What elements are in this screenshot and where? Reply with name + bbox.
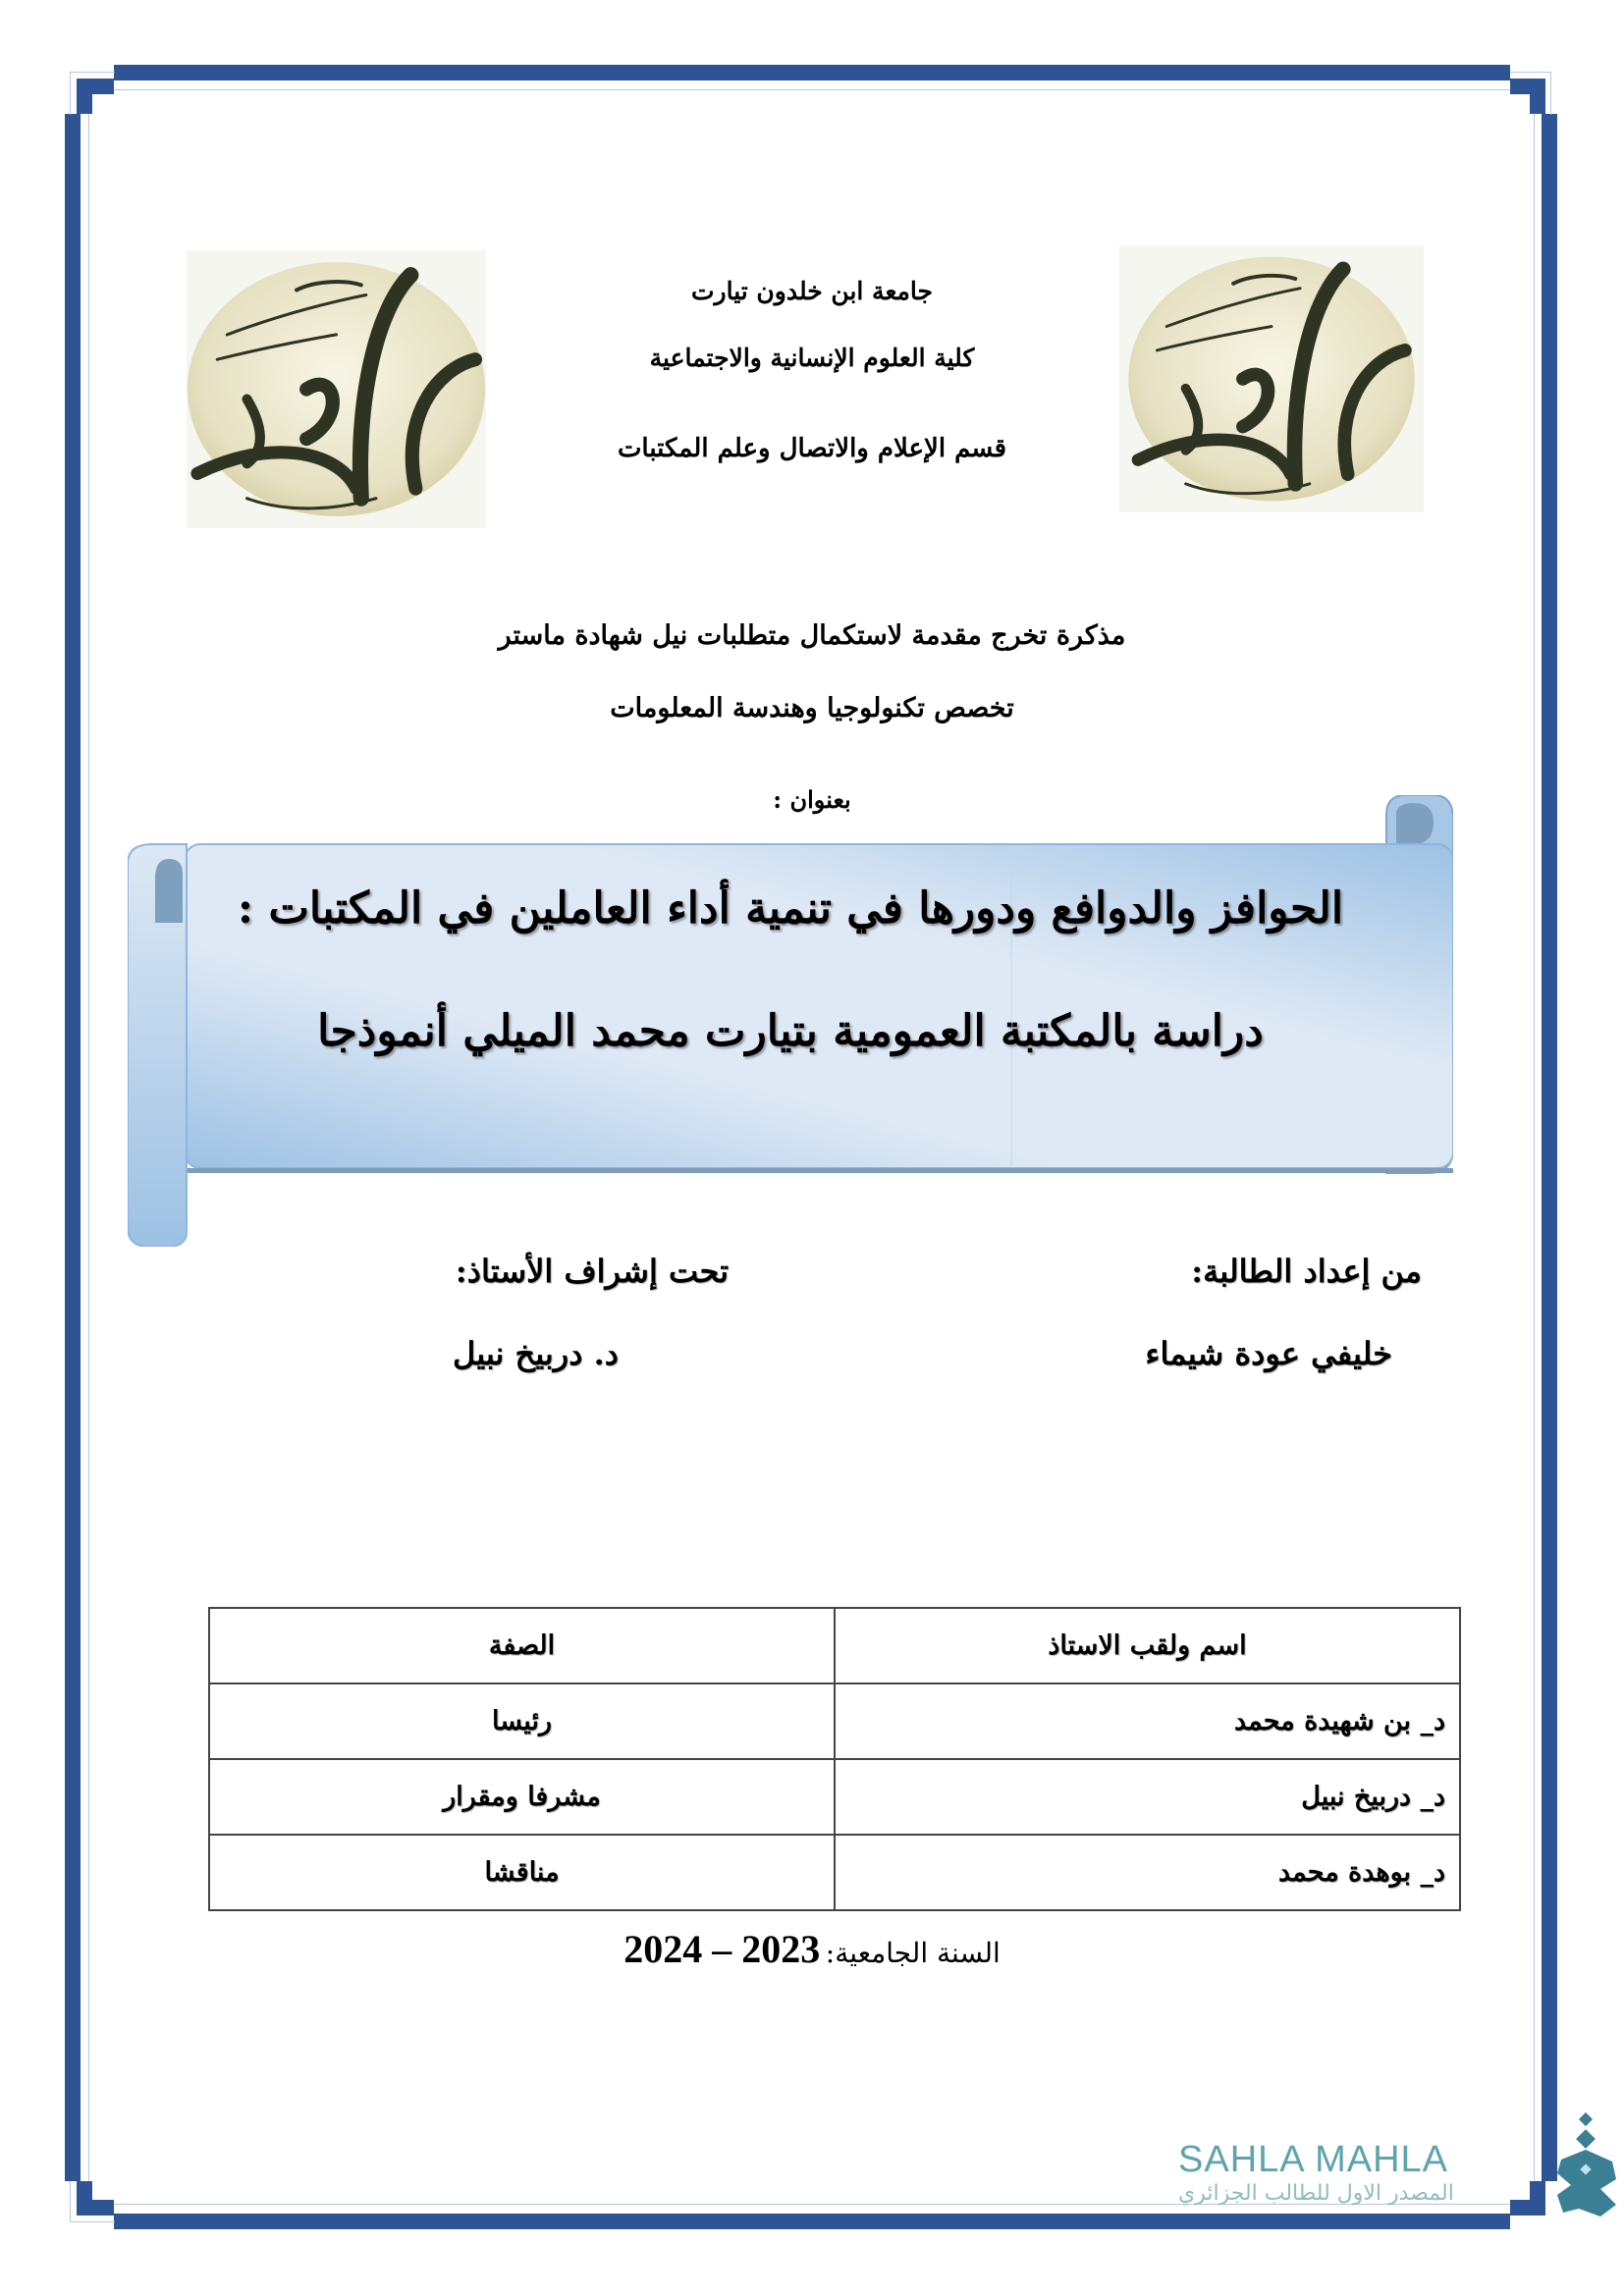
- academic-year-value: 2024 – 2023: [623, 1927, 821, 1971]
- watermark-tagline: المصدر الاول للطالب الجزائري: [1178, 2181, 1454, 2206]
- title-banner: [128, 795, 1453, 1247]
- thesis-title-line-2: دراسة بالمكتبة العمومية بتيارت محمد الميلي أنموذجا: [317, 1006, 1264, 1056]
- header-role: الصفة: [209, 1608, 835, 1683]
- corner-bl-line: [70, 2181, 115, 2222]
- department-name: قسم الإعلام والاتصال وعلم المكتبات: [617, 434, 1007, 463]
- border-right-inner-line: [1534, 114, 1535, 2181]
- academic-year: [0, 1926, 1624, 1972]
- jury-member-name: د_ بن شهيدة محمد: [835, 1683, 1460, 1759]
- university-name: جامعة ابن خلدون تيارت: [691, 277, 933, 305]
- academic-year-label: السنة الجامعية:: [825, 1937, 1001, 1969]
- border-right: [1542, 114, 1557, 2181]
- jury-table-header: [209, 1608, 1460, 1683]
- supervisor-name: د. دربيخ نبيل: [452, 1335, 619, 1372]
- border-top-inner-line: [114, 89, 1510, 90]
- student-name: خليفي عودة شيماء: [1145, 1335, 1392, 1372]
- jury-member-role: مشرفا ومقرار: [209, 1759, 835, 1835]
- jury-member-role: رئيسا: [209, 1683, 835, 1759]
- faculty-name: كلية العلوم الإنسانية والاجتماعية: [649, 344, 975, 372]
- corner-tl-line: [70, 72, 115, 115]
- table-row: [209, 1683, 1460, 1759]
- watermark-brand: SAHLA MAHLA: [1178, 2139, 1448, 2180]
- header-name: اسم ولقب الاستاذ: [835, 1608, 1460, 1683]
- border-bottom: [114, 2214, 1510, 2229]
- watermark: [1178, 2140, 1591, 2209]
- title-label: بعنوان :: [773, 785, 851, 814]
- jury-member-name: د_ دربيخ نبيل: [835, 1759, 1460, 1835]
- border-top: [114, 65, 1510, 80]
- student-label: من إعداد الطالبة:: [1191, 1253, 1422, 1290]
- supervisor-label: تحت إشراف الأستاذ:: [455, 1253, 729, 1290]
- corner-tr-line: [1510, 72, 1551, 115]
- table-row: [209, 1835, 1460, 1910]
- jury-member-role: مناقشا: [209, 1835, 835, 1910]
- jury-member-name: د_ بوهدة محمد: [835, 1835, 1460, 1910]
- memo-specialty: تخصص تكنولوجيا وهندسة المعلومات: [610, 693, 1014, 723]
- sahla-mahla-logo-icon: [1551, 2110, 1622, 2220]
- border-left: [65, 114, 81, 2181]
- thesis-title-line-1: الحوافز والدوافع ودورها في تنمية أداء العاملين في المكتبات :: [237, 883, 1344, 934]
- memo-purpose: مذكرة تخرج مقدمة لاستكمال متطلبات نيل شهادة ماستر: [498, 620, 1126, 651]
- jury-table: [208, 1607, 1461, 1911]
- border-left-inner-line: [88, 114, 89, 2181]
- table-row: [209, 1759, 1460, 1835]
